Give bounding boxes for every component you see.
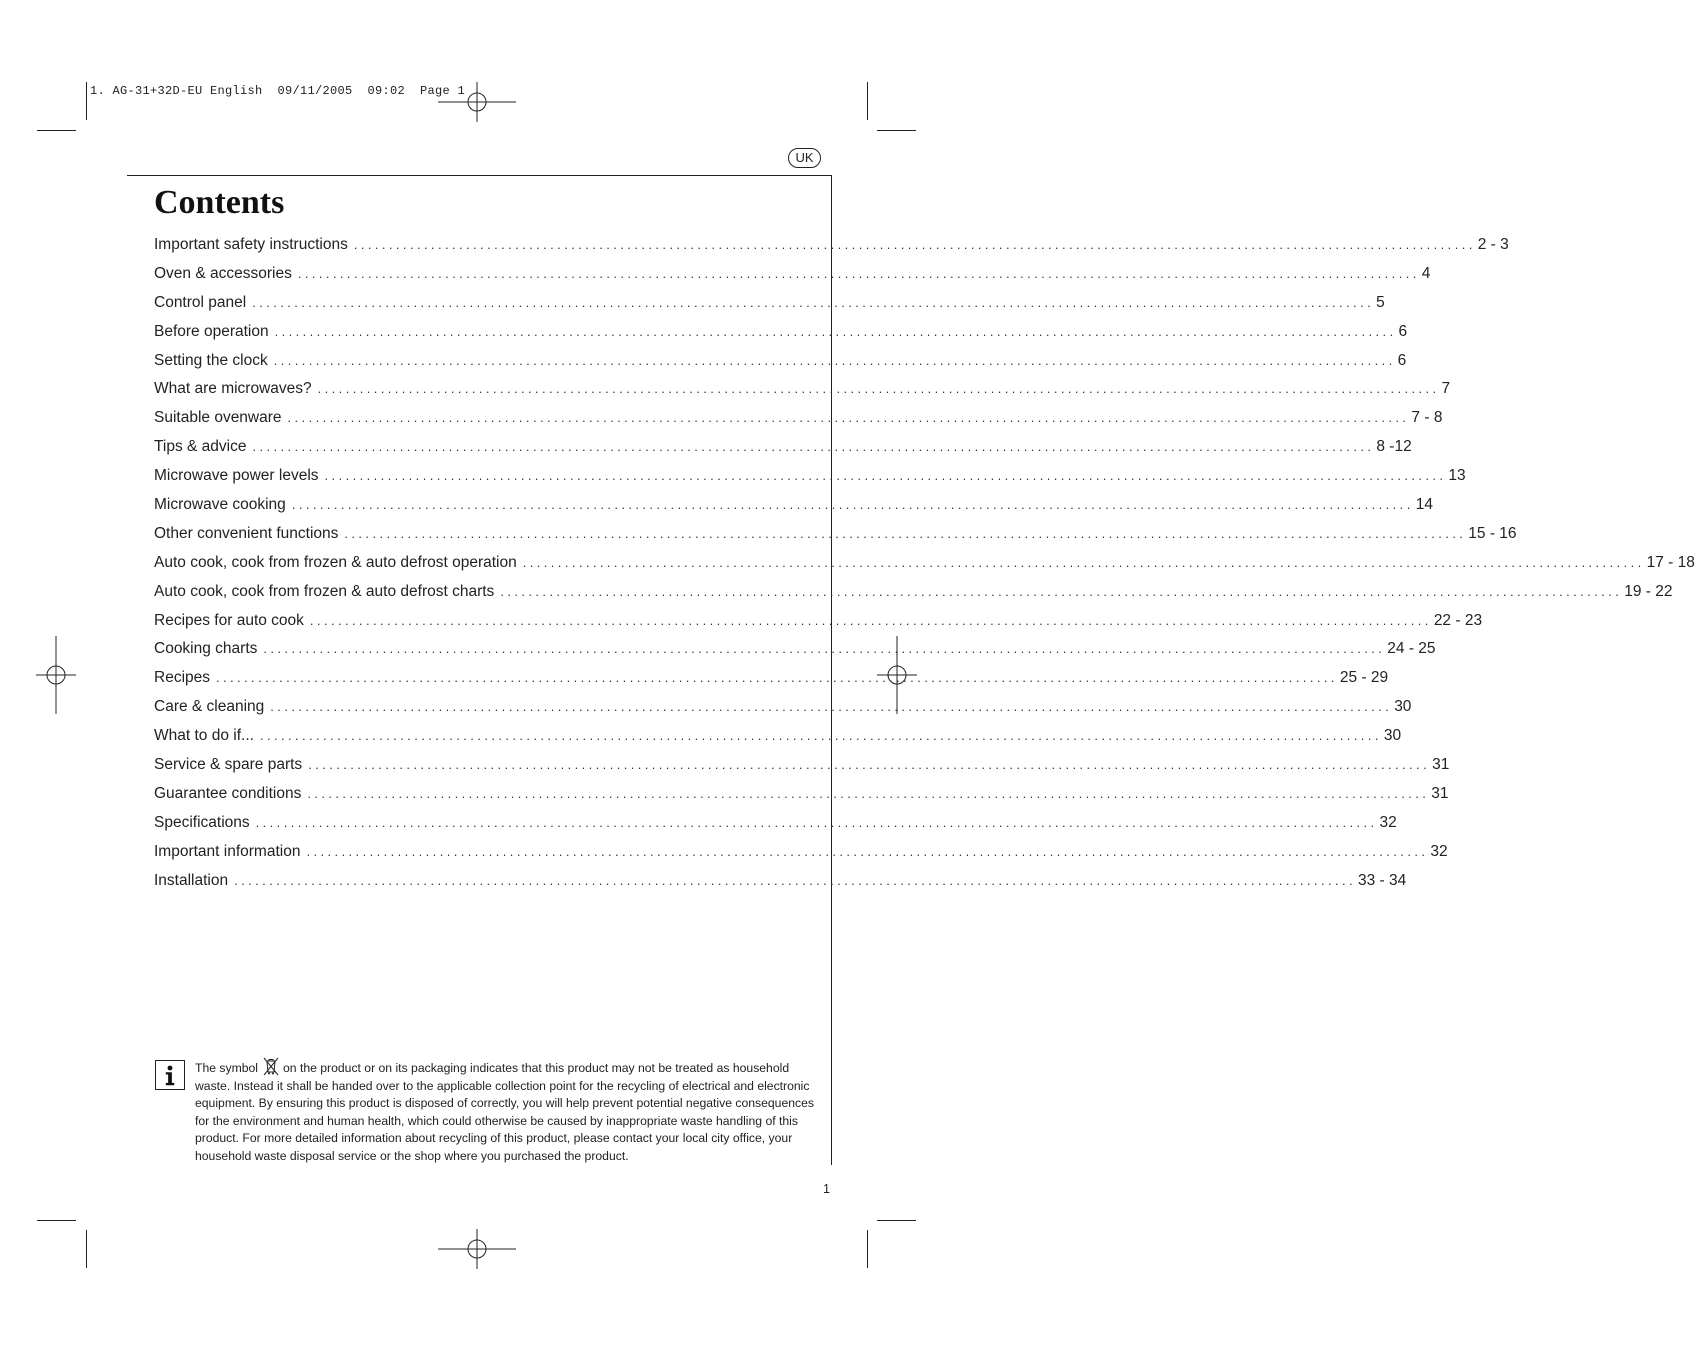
crop-mark — [877, 130, 916, 131]
toc-entry-page: 6 — [1397, 351, 1407, 369]
toc-entry-page: 25 - 29 — [1339, 669, 1389, 687]
language-badge: UK — [788, 148, 821, 168]
toc-entry-page: 7 - 8 — [1411, 409, 1443, 427]
toc-dot-leader: ................................................................................................................................................................ — [259, 728, 1382, 744]
toc-entry-page: 30 — [1383, 727, 1402, 745]
toc-entry-label: Other convenient functions — [154, 524, 339, 542]
top-rule — [127, 175, 832, 176]
toc-entry-page: 24 - 25 — [1387, 640, 1436, 658]
toc-dot-leader: ................................................................................................................................................................ — [309, 612, 1432, 628]
toc-dot-leader: ................................................................................................................................................................ — [522, 554, 1645, 570]
toc-entry-label: Auto cook, cook from frozen & auto defrost operation — [154, 553, 517, 571]
toc-dot-leader: ................................................................................................................................................................ — [297, 265, 1420, 281]
toc-dot-leader: ................................................................................................................................................................ — [306, 843, 1429, 859]
toc-entry-label: Important information — [154, 842, 301, 860]
print-slug: 1. AG-31+32D-EU English 09/11/2005 09:02 Page 1 — [90, 84, 466, 98]
crop-mark — [877, 1220, 916, 1221]
toc-entry — [154, 236, 1509, 265]
toc-entry-label: Control panel — [154, 293, 247, 311]
toc-dot-leader: ................................................................................................................................................................ — [500, 583, 1623, 599]
toc-dot-leader: ................................................................................................................................................................ — [255, 814, 1378, 830]
toc-entry — [154, 756, 1450, 785]
toc-entry — [154, 640, 1436, 669]
crop-mark — [86, 82, 87, 120]
toc-entry — [154, 553, 1695, 583]
toc-dot-leader: ................................................................................................................................................................ — [353, 237, 1476, 252]
toc-entry — [154, 611, 1483, 641]
registration-mark-icon — [438, 1229, 516, 1269]
toc-entry-page: 13 — [1448, 467, 1466, 485]
toc-dot-leader: ................................................................................................................................................................ — [317, 381, 1440, 397]
table-of-contents — [154, 236, 1695, 900]
toc-entry — [154, 784, 1449, 814]
toc-entry-label: Service & spare parts — [154, 756, 303, 774]
toc-entry — [154, 467, 1466, 496]
toc-entry-label: Setting the clock — [154, 351, 268, 369]
toc-entry — [154, 496, 1433, 525]
toc-entry — [154, 524, 1517, 554]
crop-mark — [867, 1230, 868, 1268]
toc-entry-page: 30 — [1394, 698, 1412, 716]
toc-entry — [154, 409, 1443, 438]
toc-entry-label: Microwave power levels — [154, 467, 319, 485]
toc-entry-page: 31 — [1432, 756, 1450, 774]
toc-entry-label: Microwave cooking — [154, 496, 286, 514]
toc-entry-page: 14 — [1415, 496, 1433, 514]
toc-entry-page: 5 — [1376, 293, 1385, 311]
toc-entry — [154, 727, 1402, 756]
toc-entry-page: 2 - 3 — [1477, 236, 1509, 253]
toc-entry-label: What are microwaves? — [154, 380, 312, 398]
toc-entry — [154, 380, 1451, 409]
toc-dot-leader: ................................................................................................................................................................ — [252, 294, 1375, 310]
toc-entry — [154, 669, 1389, 698]
toc-dot-leader: ................................................................................................................................................................ — [273, 352, 1396, 368]
registration-mark-icon — [36, 636, 76, 714]
toc-entry-page: 6 — [1398, 322, 1408, 340]
toc-entry-page: 22 - 23 — [1433, 611, 1483, 629]
toc-entry-page: 8 -12 — [1376, 438, 1412, 456]
toc-entry-page: 32 — [1430, 842, 1448, 860]
toc-entry-label: Important safety instructions — [154, 236, 348, 253]
toc-dot-leader: ................................................................................................................................................................ — [234, 872, 1356, 888]
toc-entry-label: Recipes — [154, 669, 210, 687]
weee-notice-text: on the product or on its packaging indicates that this product may not be treated as household waste. Instead it shall be handed over to the applicable collection point for the recycling of electrical and electronic equipment. By ensuring this product is disposed of correctly, you will help prevent potential negative consequences for the environment and human health, which could otherwise be caused by inappropriate waste handling of this product. For more detailed information about recycling of this product, please contact your local city office, your household waste disposal service or the shop where you purchased the product. — [195, 1061, 814, 1163]
toc-dot-leader: ................................................................................................................................................................ — [270, 699, 1393, 715]
weee-notice — [195, 1056, 825, 1166]
toc-entry-page: 15 - 16 — [1468, 524, 1517, 542]
toc-entry-page: 17 - 18 — [1646, 553, 1695, 571]
toc-entry-page: 32 — [1379, 813, 1397, 831]
toc-entry-label: Care & cleaning — [154, 698, 265, 716]
crossed-bin-icon — [261, 1056, 281, 1076]
toc-entry — [154, 438, 1412, 467]
toc-entry-label: Installation — [154, 871, 229, 889]
toc-entry-label: What to do if... — [154, 727, 254, 745]
page-title: Contents — [154, 184, 285, 221]
toc-dot-leader: ................................................................................................................................................................ — [252, 439, 1375, 455]
toc-dot-leader: ................................................................................................................................................................ — [287, 410, 1410, 426]
toc-entry-label: Oven & accessories — [154, 264, 292, 282]
toc-entry — [154, 582, 1673, 612]
crop-mark — [37, 1220, 76, 1221]
crop-mark — [37, 130, 76, 131]
registration-mark-icon — [438, 82, 516, 122]
toc-dot-leader: ................................................................................................................................................................ — [263, 641, 1386, 657]
toc-entry-label: Suitable ovenware — [154, 409, 282, 427]
toc-entry — [154, 351, 1407, 381]
toc-entry-label: Guarantee conditions — [154, 784, 302, 802]
toc-entry-label: Recipes for auto cook — [154, 611, 304, 629]
toc-entry — [154, 264, 1431, 294]
toc-entry — [154, 813, 1397, 843]
toc-entry-page: 7 — [1441, 380, 1451, 398]
toc-entry-page: 33 - 34 — [1358, 871, 1407, 889]
toc-entry — [154, 871, 1407, 901]
toc-entry-page: 19 - 22 — [1624, 582, 1673, 600]
toc-dot-leader: ................................................................................................................................................................ — [324, 468, 1447, 484]
crop-mark — [86, 1230, 87, 1268]
toc-entry-page: 4 — [1421, 264, 1431, 282]
toc-dot-leader: ................................................................................................................................................................ — [308, 757, 1431, 773]
toc-dot-leader: ................................................................................................................................................................ — [344, 525, 1467, 541]
toc-entry-label: Cooking charts — [154, 640, 258, 658]
toc-entry — [154, 698, 1412, 727]
page-number: 1 — [823, 1182, 830, 1196]
toc-dot-leader: ................................................................................................................................................................ — [307, 785, 1430, 801]
info-icon — [155, 1060, 185, 1090]
toc-entry-label: Tips & advice — [154, 438, 247, 456]
toc-entry-page: 31 — [1431, 784, 1449, 802]
toc-dot-leader: ................................................................................................................................................................ — [291, 497, 1414, 513]
weee-notice-prefix: The symbol — [195, 1061, 258, 1075]
toc-entry-label: Specifications — [154, 813, 250, 831]
toc-dot-leader: ................................................................................................................................................................ — [274, 323, 1397, 339]
toc-entry — [154, 293, 1385, 323]
toc-entry — [154, 842, 1448, 872]
toc-entry — [154, 322, 1408, 352]
toc-entry-label: Auto cook, cook from frozen & auto defrost charts — [154, 582, 495, 600]
toc-entry-label: Before operation — [154, 322, 269, 340]
toc-dot-leader: ................................................................................................................................................................ — [216, 670, 1338, 686]
crop-mark — [867, 82, 868, 120]
